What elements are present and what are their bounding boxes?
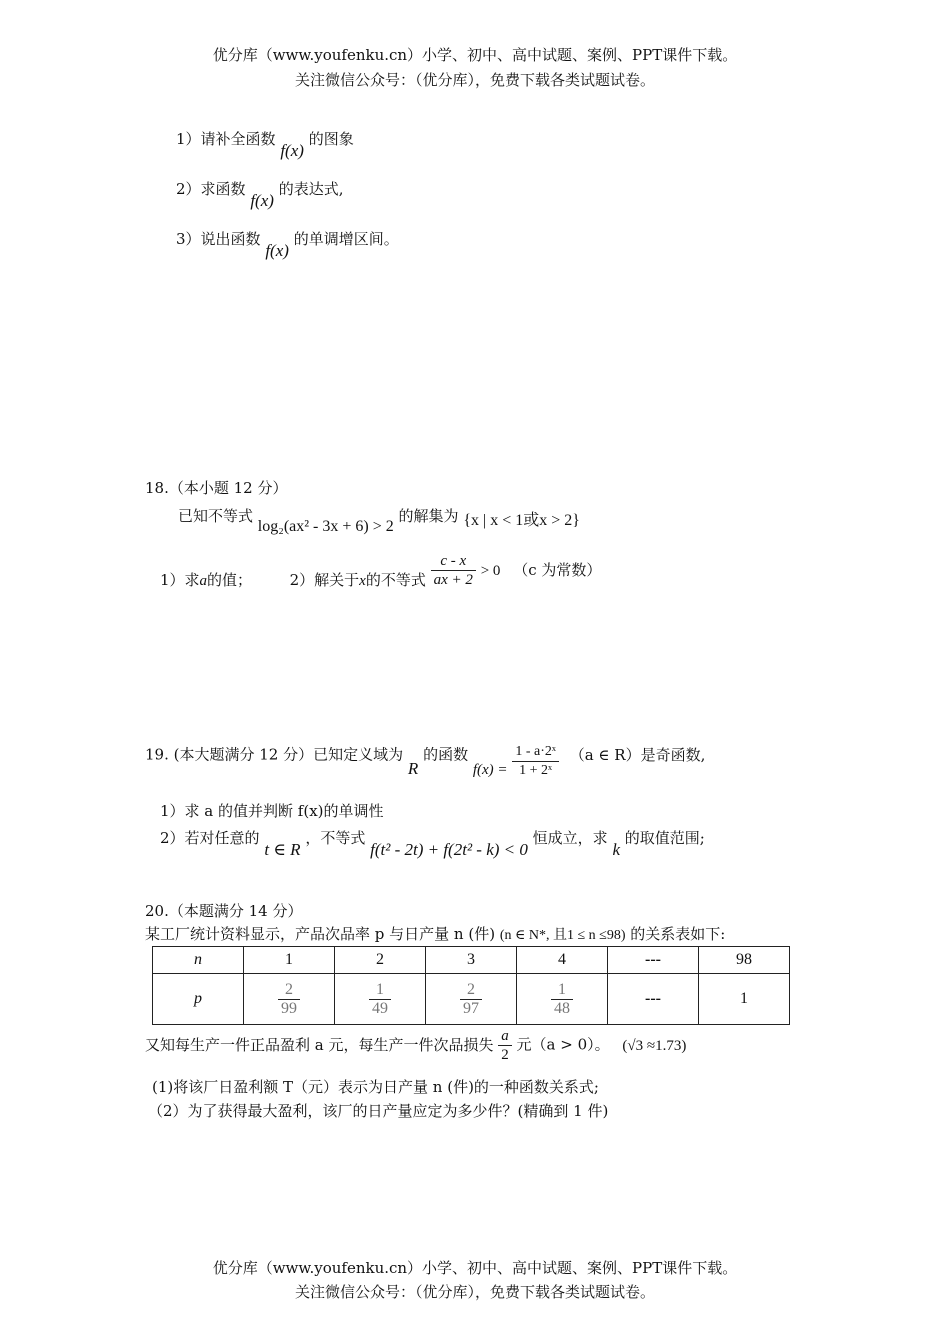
table-cell: 3 <box>426 947 517 974</box>
q20-line-a: 又知每生产一件正品盈利 a 元，每生产一件次品损失 $\frac{a}{2}$ 元（a > 0）。 (√3 ≈1.73) <box>145 1028 687 1063</box>
table-cell: 2 <box>335 947 426 974</box>
q18-fraction-den: ax + 2 <box>433 572 473 588</box>
q17-item-3-end: 的单调增区间。 <box>293 230 399 248</box>
table-cell: $\frac{1}{49}$ <box>335 974 426 1025</box>
q17-item-1-text: 1）请补全函数 <box>176 130 276 148</box>
q20-part-2: （2）为了获得最大盈利，该厂的日产量应定为多少件？(精确到 1 件) <box>148 1102 609 1120</box>
q18-inequality: log₂(ax² - 3x + 6) > 2 <box>257 518 394 535</box>
table-cell: --- <box>608 947 699 974</box>
q17-item-1-fx: f(x) <box>280 141 304 160</box>
header-line-2: 关注微信公众号：（优分库），免费下载各类试题试卷。 <box>294 71 655 89</box>
q18-solution-label: 的解集为 <box>398 507 459 525</box>
table-cell: 98 <box>699 947 790 974</box>
q18-fraction-rhs: > 0 <box>480 562 501 579</box>
footer-line-1: 优分库（www.youfenku.cn）小学、初中、高中试题、案例、PPT课件下载。 <box>212 1259 738 1277</box>
q17-item-2-end: 的表达式, <box>278 180 344 198</box>
q19-t-in-r: t ∈ R <box>264 840 301 859</box>
q20-condition: (n ∈ N*, 且1 ≤ n ≤98) <box>499 928 626 943</box>
q20-part-1: (1)将该厂日盈利额 T（元）表示为日产量 n (件)的一种函数关系式; <box>152 1078 599 1096</box>
q19-fx: f(x) = <box>472 761 508 778</box>
q18-part-1: 1）求a的值； <box>160 570 253 589</box>
q20-table <box>152 946 790 1025</box>
q17-item-2-fx: f(x) <box>250 191 274 210</box>
q18-part-2-end: （c 为常数） <box>513 560 602 579</box>
q17-item-1 <box>176 128 354 160</box>
q19-fraction <box>512 743 559 780</box>
q18-parts <box>160 552 601 589</box>
q17-item-2-text: 2）求函数 <box>176 180 246 198</box>
q19-statement <box>145 737 706 778</box>
footer-line-2: 关注微信公众号：（优分库），免费下载各类试题试卷。 <box>294 1283 655 1301</box>
q18-part-2: 2）解关于x的不等式 <box>289 570 426 589</box>
q19-inequality: f(t² - 2t) + f(2t² - k) < 0 <box>370 840 528 859</box>
q19-part-1: 1）求 a 的值并判断 f(x)的单调性 <box>160 802 384 820</box>
q19-k: k <box>612 840 620 859</box>
table-cell: $\frac{2}{99}$ <box>244 974 335 1025</box>
q17-item-3-text: 3）说出函数 <box>176 230 261 248</box>
q20-title: 20.（本题满分 14 分） <box>145 902 303 920</box>
table-cell: --- <box>608 974 699 1025</box>
q17-item-3 <box>176 228 399 260</box>
q17-item-3-fx: f(x) <box>265 241 289 260</box>
table-cell: 4 <box>517 947 608 974</box>
q19-fraction-num: 1 - a·2ˣ <box>512 743 559 762</box>
q19-mid: 的函数 <box>423 745 469 764</box>
q19-condition: （a ∈ R）是奇函数, <box>569 745 706 764</box>
q18-fraction-num: c - x <box>431 552 476 571</box>
table-cell: n <box>153 947 244 974</box>
q18-intro: 已知不等式 <box>178 507 254 525</box>
table-cell: 1 <box>699 974 790 1025</box>
q19-domain: R <box>407 758 419 778</box>
table-cell: $\frac{1}{48}$ <box>517 974 608 1025</box>
q19-part-2: 2）若对任意的 t ∈ R ，不等式 f(t² - 2t) + f(2t² - k) < 0 恒成立，求 k 的取值范围; <box>160 829 705 859</box>
table-cell: $\frac{2}{97}$ <box>426 974 517 1025</box>
q18-statement <box>178 503 580 535</box>
q19-title: 19. (本大题满分 12 分）已知定义域为 <box>145 745 404 764</box>
table-cell: 1 <box>244 947 335 974</box>
q20-intro: 某工厂统计资料显示，产品次品率 p 与日产量 n (件) (n ∈ N*, 且1 ≤ n ≤98) 的关系表如下: <box>145 925 726 943</box>
q18-title: 18.（本小题 12 分） <box>145 479 288 497</box>
q19-fraction-den: 1 + 2ˣ <box>519 763 553 778</box>
q18-fraction <box>431 552 476 589</box>
table-cell: p <box>153 974 244 1025</box>
header-line-1: 优分库（www.youfenku.cn）小学、初中、高中试题、案例、PPT课件下载。 <box>212 46 738 64</box>
q20-approx: (√3 ≈1.73) <box>622 1037 687 1054</box>
q18-solution-set: {x | x < 1或x > 2} <box>463 512 580 529</box>
q20-fraction-a: $\frac{a}{2}$ <box>498 1027 512 1064</box>
q17-item-1-end: 的图象 <box>308 130 354 148</box>
q17-item-2 <box>176 178 344 210</box>
